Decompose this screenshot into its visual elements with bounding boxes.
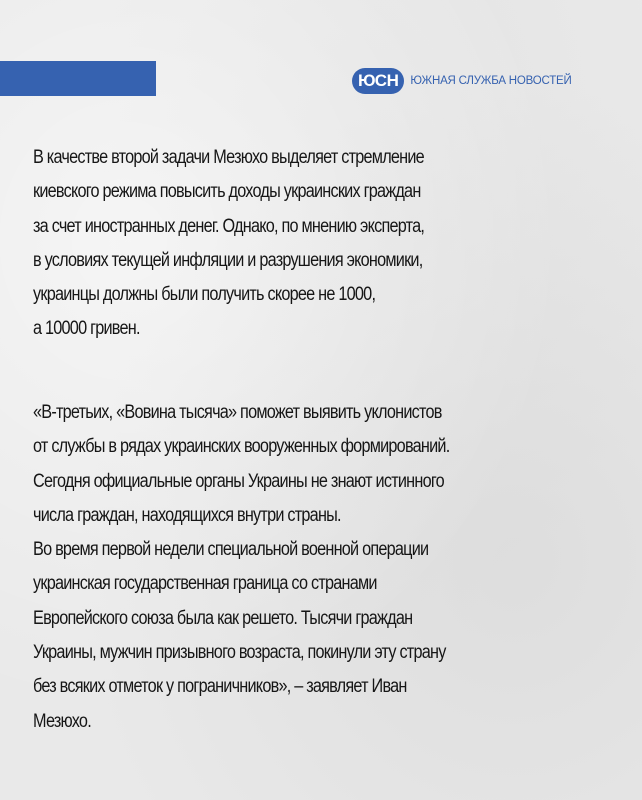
text-line: «В-третьих, «Вовина тысяча» поможет выявить уклонистов	[33, 402, 442, 423]
text-line: Европейского союза была как решето. Тысячи граждан	[33, 607, 413, 629]
text-line: Украины, мужчин призывного возраста, покинули эту страну	[33, 642, 446, 664]
text-line: в условиях текущей инфляции и разрушения экономики,	[33, 249, 423, 271]
text-line: без всяких отметок у пограничников», – заявляет Иван	[33, 676, 407, 698]
brand-logo: ЮСН	[352, 68, 404, 94]
text-line: украинцы должны были получить скорее не 1000,	[33, 284, 376, 306]
text-line: киевского режима повысить доходы украинских граждан	[33, 181, 421, 203]
text-line: числа граждан, находящихся внутри страны.	[33, 504, 341, 526]
text-line: Во время первой недели специальной военной операции	[33, 539, 429, 561]
brand-name: ЮЖНАЯ СЛУЖБА НОВОСТЕЙ	[410, 75, 572, 87]
text-line: украинская государственная граница со странами	[33, 573, 377, 595]
text-line: Мезюхо.	[33, 710, 91, 732]
text-line: от службы в рядах украинских вооруженных формирований.	[33, 436, 450, 458]
text-line: за счет иностранных денег. Однако, по мнению эксперта,	[33, 215, 425, 237]
brand-header	[352, 68, 572, 94]
text-line: В качестве второй задачи Мезюхо выделяет стремление	[33, 147, 424, 168]
text-line: Сегодня официальные органы Украины не знают истинного	[33, 470, 444, 492]
article-paragraph-1	[33, 141, 546, 347]
accent-bar	[0, 61, 156, 96]
text-line: а 10000 гривен.	[33, 318, 140, 340]
article-paragraph-2	[33, 396, 546, 739]
